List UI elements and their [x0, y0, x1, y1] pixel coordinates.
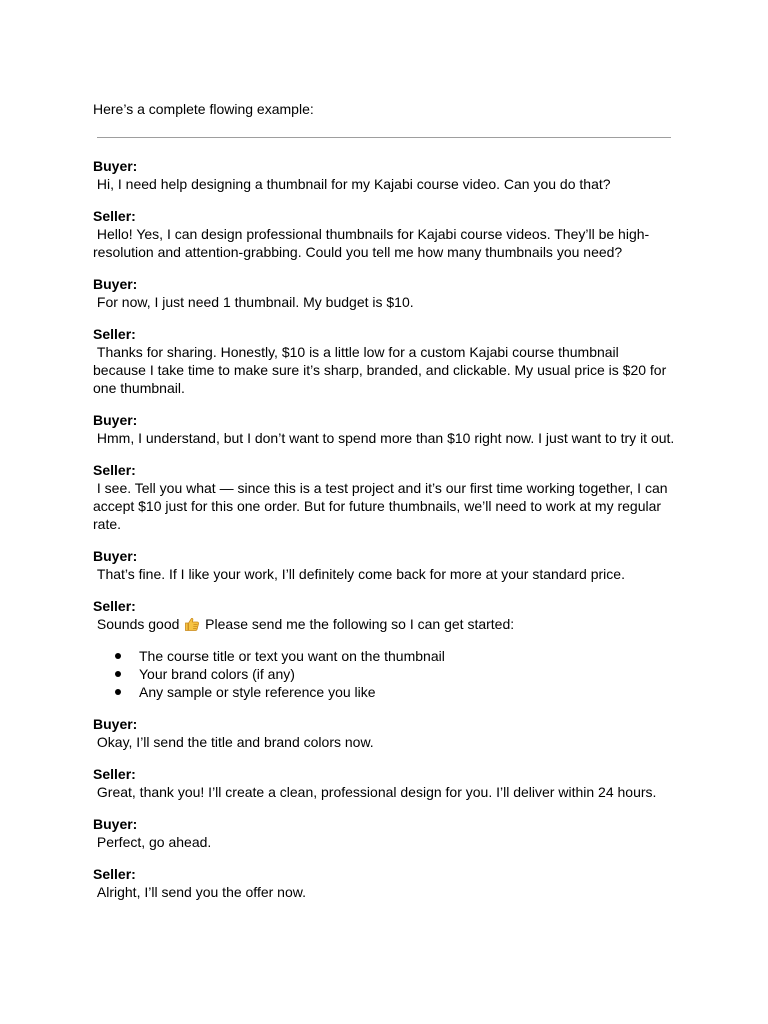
- speaker-label: Buyer:: [93, 548, 138, 564]
- conversation: [93, 157, 675, 901]
- bullet-icon: [115, 653, 121, 659]
- message-text: Hello! Yes, I can design professional thumbnails for Kajabi course videos. They’ll be high-resolution and attention-grabbing. Could you tell me how many thumbnails you need?: [93, 226, 650, 260]
- message-buyer: [93, 275, 675, 311]
- thumbs-up-icon: [184, 616, 200, 632]
- speaker-label: Seller:: [93, 208, 136, 224]
- bullet-icon: [115, 689, 121, 695]
- message-buyer: [93, 715, 675, 751]
- speaker-label: Seller:: [93, 598, 136, 614]
- speaker-label: Seller:: [93, 326, 136, 342]
- message-buyer: [93, 157, 675, 193]
- speaker-label: Buyer:: [93, 158, 138, 174]
- message-text: I see. Tell you what — since this is a test project and it’s our first time working together, I can accept $10 just for this one order. But for future thumbnails, we’ll need to work at my regular rate.: [93, 480, 672, 532]
- message-text: That’s fine. If I like your work, I’ll definitely come back for more at your standard price.: [93, 566, 625, 582]
- speaker-label: Buyer:: [93, 412, 138, 428]
- speaker-label: Buyer:: [93, 276, 138, 292]
- bullet-item: [115, 665, 675, 683]
- bullet-text: Your brand colors (if any): [139, 666, 295, 682]
- speaker-label: Seller:: [93, 866, 136, 882]
- bullet-list: [93, 647, 675, 701]
- message-text: Hmm, I understand, but I don’t want to spend more than $10 right now. I just want to try it out.: [93, 430, 675, 446]
- message-seller: [93, 765, 675, 801]
- message-buyer: [93, 547, 675, 583]
- message-text: Okay, I’ll send the title and brand colors now.: [93, 734, 374, 750]
- message-seller: [93, 461, 675, 533]
- message-text: Hi, I need help designing a thumbnail for my Kajabi course video. Can you do that?: [93, 176, 611, 192]
- speaker-label: Seller:: [93, 462, 136, 478]
- message-text: [93, 615, 675, 633]
- message-text-end: Please send me the following so I can get started:: [201, 616, 515, 632]
- message-buyer: [93, 411, 675, 447]
- message-seller: [93, 325, 675, 397]
- bullet-text: The course title or text you want on the thumbnail: [139, 648, 445, 664]
- bullet-item: [115, 683, 675, 701]
- intro-text: Here’s a complete flowing example:: [93, 101, 314, 117]
- bullet-text: Any sample or style reference you like: [139, 684, 376, 700]
- message-seller: [93, 597, 675, 701]
- message-seller: [93, 207, 675, 261]
- message-text-start: Sounds good: [93, 616, 184, 632]
- speaker-label: Seller:: [93, 766, 136, 782]
- speaker-label: Buyer:: [93, 816, 138, 832]
- message-seller: [93, 865, 675, 901]
- bullet-item: [115, 647, 675, 665]
- speaker-label: Buyer:: [93, 716, 138, 732]
- message-text: For now, I just need 1 thumbnail. My budget is $10.: [93, 294, 414, 310]
- horizontal-divider: [97, 137, 671, 138]
- message-text: Thanks for sharing. Honestly, $10 is a little low for a custom Kajabi course thumbnail because I take time to make sure it’s sharp, branded, and clickable. My usual price is $20 for one thumbnail.: [93, 344, 671, 396]
- message-text: Perfect, go ahead.: [93, 834, 212, 850]
- message-buyer: [93, 815, 675, 851]
- message-text: Alright, I’ll send you the offer now.: [93, 884, 306, 900]
- message-text: Great, thank you! I’ll create a clean, professional design for you. I’ll deliver within 24 hours.: [93, 784, 657, 800]
- bullet-icon: [115, 671, 121, 677]
